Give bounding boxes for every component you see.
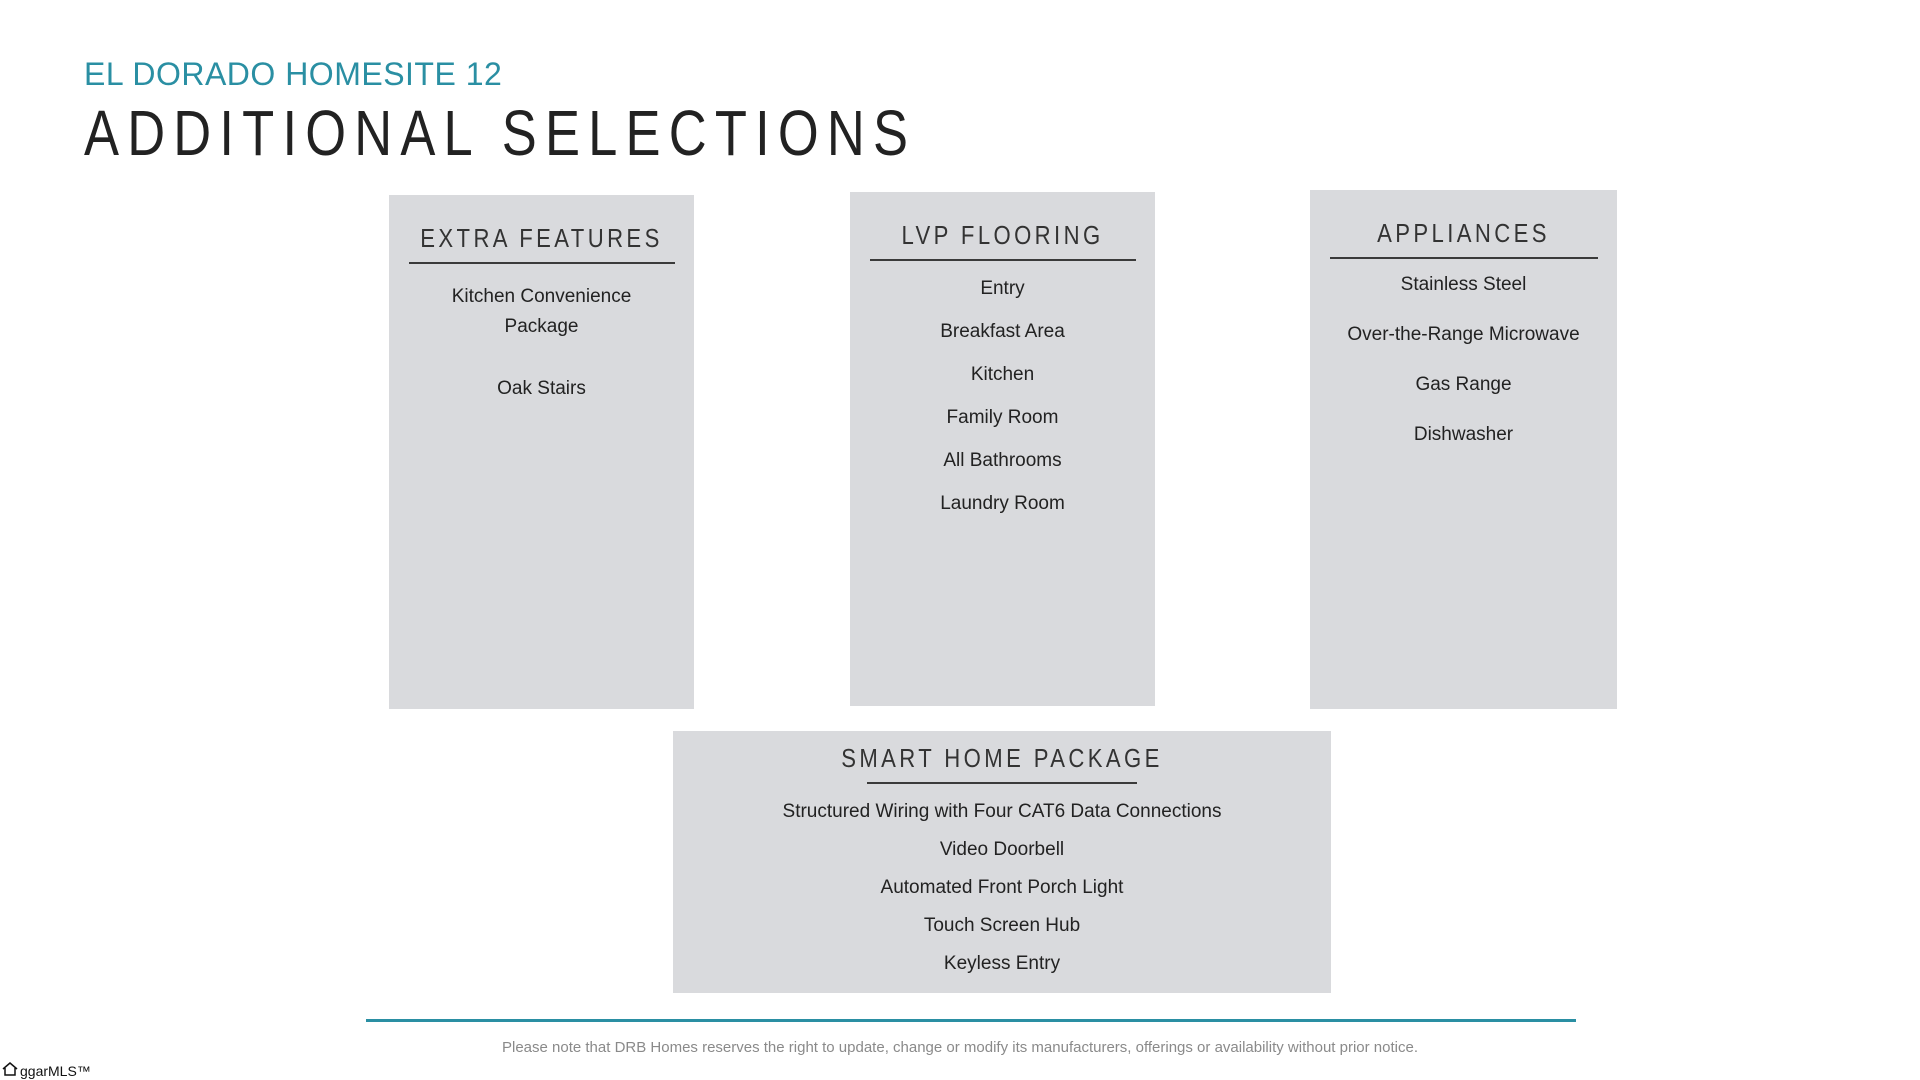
list-item: Video Doorbell bbox=[939, 839, 1065, 860]
smart-home-divider bbox=[867, 782, 1137, 784]
appliances-divider bbox=[1330, 257, 1598, 259]
list-item: Kitchen bbox=[970, 364, 1035, 385]
list-item: Over-the-Range Microwave bbox=[1347, 324, 1580, 345]
lvp-flooring-heading: LVP FLOORING bbox=[901, 220, 1104, 250]
list-item: Family Room bbox=[946, 407, 1059, 428]
extra-features-divider bbox=[409, 262, 675, 264]
appliances-heading: APPLIANCES bbox=[1377, 218, 1550, 248]
list-item: Kitchen Convenience bbox=[451, 286, 632, 307]
list-item: Stainless Steel bbox=[1400, 274, 1527, 295]
page-title: ADDITIONAL SELECTIONS bbox=[84, 97, 917, 169]
list-item: Laundry Room bbox=[940, 493, 1065, 514]
mls-logo-text: ggarMLS™ bbox=[20, 1062, 91, 1079]
list-item: Breakfast Area bbox=[940, 321, 1065, 342]
list-item: Gas Range bbox=[1415, 374, 1512, 395]
house-icon bbox=[2, 1062, 18, 1079]
lvp-flooring-divider bbox=[870, 259, 1136, 261]
extra-features-card bbox=[389, 195, 694, 709]
homesite-subtitle: EL DORADO HOMESITE 12 bbox=[84, 56, 503, 92]
footer-divider bbox=[366, 1019, 1576, 1022]
list-item: Oak Stairs bbox=[497, 378, 586, 399]
list-item: Keyless Entry bbox=[943, 953, 1061, 974]
list-item: Package bbox=[504, 316, 579, 337]
smart-home-heading: SMART HOME PACKAGE bbox=[841, 743, 1163, 773]
list-item: Automated Front Porch Light bbox=[880, 877, 1124, 898]
appliances-card bbox=[1310, 190, 1617, 709]
list-item: Entry bbox=[980, 278, 1025, 299]
disclaimer-text: Please note that DRB Homes reserves the right to update, change or modify its manufacturers, offerings or availability without prior notice. bbox=[501, 1039, 1418, 1056]
list-item: Touch Screen Hub bbox=[923, 915, 1081, 936]
lvp-flooring-card bbox=[850, 192, 1155, 706]
extra-features-heading: EXTRA FEATURES bbox=[420, 223, 663, 253]
list-item: All Bathrooms bbox=[943, 450, 1062, 471]
list-item: Dishwasher bbox=[1413, 424, 1514, 445]
mls-logo bbox=[2, 1062, 91, 1079]
smart-home-card bbox=[673, 731, 1331, 993]
list-item: Structured Wiring with Four CAT6 Data Connections bbox=[782, 801, 1222, 822]
